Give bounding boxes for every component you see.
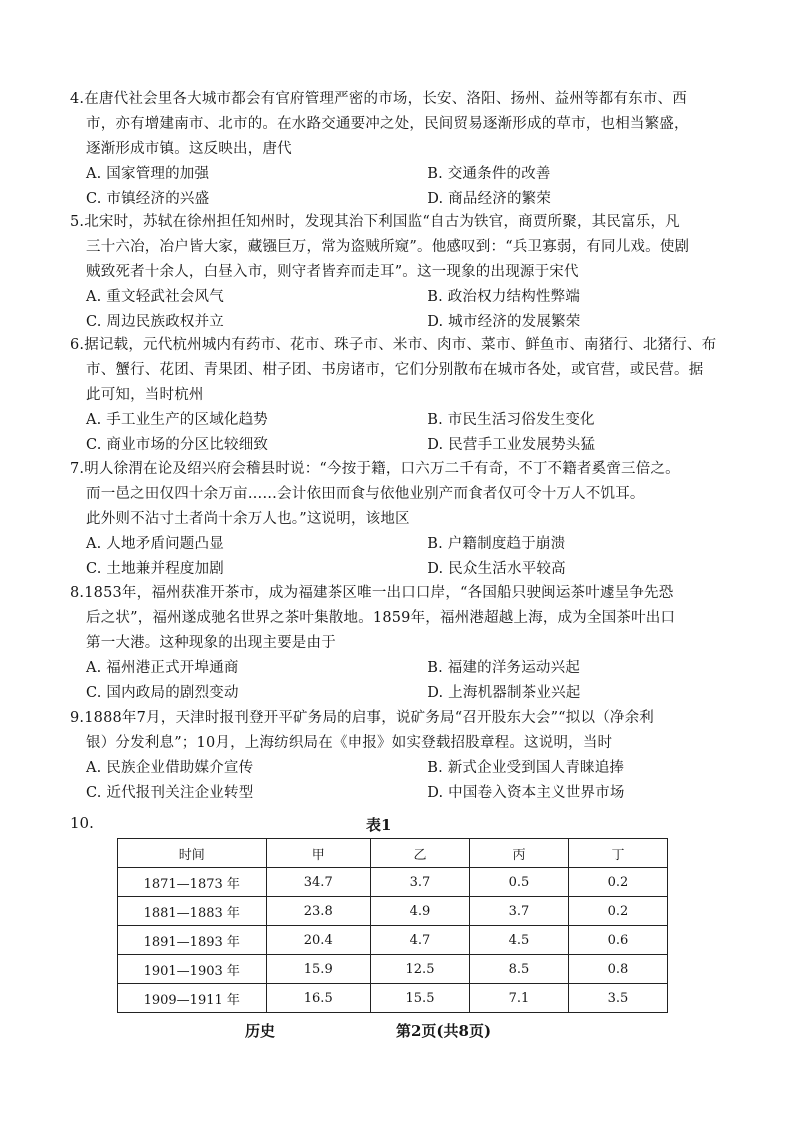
option-row — [70, 557, 710, 582]
question-5 — [70, 210, 710, 335]
question-stem-line: 4.在唐代社会里各大城市都会有官府管理严密的市场，长安、洛阳、扬州、益州等都有东市、西 — [70, 91, 687, 107]
table-cell-period: 1901—1903 年 — [118, 955, 267, 984]
table-cell-value: 0.2 — [569, 868, 668, 897]
question-10-number: 10. — [70, 814, 94, 832]
question-stem-line: 逐渐形成市镇。这反映出，唐代 — [86, 141, 292, 157]
table-cell-value: 3.7 — [470, 897, 569, 926]
table-cell-value: 23.8 — [266, 897, 371, 926]
question-8 — [70, 581, 710, 706]
question-stem-line: 此可知，当时杭州 — [86, 387, 204, 403]
option-row — [70, 408, 710, 433]
table-row — [118, 926, 668, 955]
question-stem-line: 后之状”，福州遂成驰名世界之茶叶集散地。1859年，福州港超越上海，成为全国茶叶出口 — [86, 610, 676, 626]
option-row — [70, 187, 710, 212]
question-stem-line: 7.明人徐渭在论及绍兴府会稽县时说：“今按于籍，口六万二千有奇，不丁不籍者奚啻三倍之。 — [70, 461, 680, 477]
answer-option-a[interactable]: A. 福州港正式开埠通商 — [86, 660, 239, 676]
question-stem-line: 银）分发利息”；10月，上海纺织局在《申报》如实登载招股章程。这说明，当时 — [86, 735, 613, 751]
option-row — [70, 310, 710, 335]
question-stem-line: 贼致死者十余人，白昼入市，则守者皆弃而走耳”。这一现象的出现源于宋代 — [86, 264, 579, 280]
table-cell-value: 34.7 — [266, 868, 371, 897]
question-stem-line: 而一邑之田仅四十余万亩……会计依田而食与依他业别产而食者仅可令十万人不饥耳。 — [86, 486, 645, 502]
table-cell-value: 12.5 — [371, 955, 470, 984]
table-cell-value: 0.8 — [569, 955, 668, 984]
table-row — [118, 955, 668, 984]
table-cell-value: 4.9 — [371, 897, 470, 926]
table-cell-value: 7.1 — [470, 984, 569, 1013]
option-row — [70, 532, 710, 557]
option-row — [70, 285, 710, 310]
answer-option-d[interactable]: D. 城市经济的发展繁荣 — [427, 314, 581, 330]
table-cell-value: 15.5 — [371, 984, 470, 1013]
answer-option-c[interactable]: C. 周边民族政权并立 — [86, 314, 224, 330]
table-header-cell: 时间 — [118, 839, 267, 868]
question-stem-line: 市、蟹行、花团、青果团、柑子团、书房诸市，它们分别散布在城市各处，或官营，或民营。据 — [86, 362, 704, 378]
answer-option-a[interactable]: A. 重文轻武社会风气 — [86, 289, 224, 305]
question-stem-line: 6.据记载，元代杭州城内有药市、花市、珠子市、米市、肉市、菜市、鲜鱼市、南猪行、北猪行、布 — [70, 337, 717, 353]
question-stem-line: 市，亦有增建南市、北市的。在水路交通要冲之处，民间贸易逐渐形成的草市，也相当繁盛， — [86, 116, 689, 132]
table-cell-value: 3.7 — [371, 868, 470, 897]
table-header-cell: 甲 — [266, 839, 371, 868]
table-cell-value: 3.5 — [569, 984, 668, 1013]
table-cell-value: 4.7 — [371, 926, 470, 955]
answer-option-a[interactable]: A. 手工业生产的区域化趋势 — [86, 412, 268, 428]
data-table — [117, 838, 668, 1013]
question-stem-line: 第一大港。这种现象的出现主要是由于 — [86, 635, 336, 651]
footer-subject: 历史 — [245, 1022, 276, 1040]
table-body — [118, 868, 668, 1013]
table-cell-period: 1909—1911 年 — [118, 984, 267, 1013]
table-header-cell: 乙 — [371, 839, 470, 868]
question-9 — [70, 706, 710, 806]
option-row — [70, 656, 710, 681]
question-stem-line: 此外则不沾寸土者尚十余万人也。”这说明，该地区 — [86, 511, 410, 527]
answer-option-b[interactable]: B. 交通条件的改善 — [427, 166, 551, 182]
table-cell-value: 15.9 — [266, 955, 371, 984]
option-row — [70, 781, 710, 806]
table-header-cell: 丙 — [470, 839, 569, 868]
question-6 — [70, 333, 717, 458]
question-7 — [70, 457, 710, 582]
answer-option-b[interactable]: B. 户籍制度趋于崩溃 — [427, 536, 566, 552]
table-cell-value: 16.5 — [266, 984, 371, 1013]
table-cell-value: 4.5 — [470, 926, 569, 955]
table-cell-value: 0.2 — [569, 897, 668, 926]
answer-option-c[interactable]: C. 土地兼并程度加剧 — [86, 561, 224, 577]
table-cell-value: 0.5 — [470, 868, 569, 897]
table-row — [118, 897, 668, 926]
table-caption: 表1 — [366, 816, 392, 834]
answer-option-d[interactable]: D. 民营手工业发展势头猛 — [427, 437, 596, 453]
answer-option-a[interactable]: A. 人地矛盾问题凸显 — [86, 536, 224, 552]
answer-option-d[interactable]: D. 中国卷入资本主义世界市场 — [427, 785, 625, 801]
answer-option-c[interactable]: C. 商业市场的分区比较细致 — [86, 437, 269, 453]
answer-option-b[interactable]: B. 新式企业受到国人青睐追捧 — [427, 760, 625, 776]
answer-option-a[interactable]: A. 民族企业借助媒介宣传 — [86, 760, 254, 776]
answer-option-b[interactable]: B. 福建的洋务运动兴起 — [427, 660, 581, 676]
table-row — [118, 984, 668, 1013]
question-stem-line: 9.1888年7月，天津时报刊登开平矿务局的启事，说矿务局“召开股东大会”“拟以（净余利 — [70, 710, 654, 726]
option-row — [70, 756, 710, 781]
option-row — [70, 162, 710, 187]
table-row — [118, 868, 668, 897]
table-cell-period: 1881—1883 年 — [118, 897, 267, 926]
answer-option-b[interactable]: B. 政治权力结构性弊端 — [427, 289, 581, 305]
answer-option-d[interactable]: D. 上海机器制茶业兴起 — [427, 685, 581, 701]
answer-option-d[interactable]: D. 民众生活水平较高 — [427, 561, 566, 577]
question-stem-line: 三十六冶，冶户皆大家，藏镪巨万，常为盗贼所窥”。他感叹到：“兵卫寡弱，有同儿戏。使剧 — [86, 239, 690, 255]
table-header-cell: 丁 — [569, 839, 668, 868]
table-cell-period: 1891—1893 年 — [118, 926, 267, 955]
answer-option-b[interactable]: B. 市民生活习俗发生变化 — [427, 412, 595, 428]
table-cell-value: 20.4 — [266, 926, 371, 955]
answer-option-d[interactable]: D. 商品经济的繁荣 — [427, 191, 552, 207]
question-stem-line: 8.1853年，福州获准开茶市，成为福建茶区唯一出口口岸，“各国船只驶闽运茶叶遽呈争先恐 — [70, 585, 674, 601]
answer-option-c[interactable]: C. 近代报刊关注企业转型 — [86, 785, 254, 801]
option-row — [70, 433, 710, 458]
option-row — [70, 681, 710, 706]
table-cell-value: 8.5 — [470, 955, 569, 984]
table-cell-period: 1871—1873 年 — [118, 868, 267, 897]
answer-option-c[interactable]: C. 市镇经济的兴盛 — [86, 191, 210, 207]
answer-option-c[interactable]: C. 国内政局的剧烈变动 — [86, 685, 239, 701]
question-stem-line: 5.北宋时，苏轼在徐州担任知州时，发现其治下利国监“自古为铁官，商贾所聚，其民富乐，凡 — [70, 214, 680, 230]
question-4 — [70, 87, 710, 212]
table-header-row — [118, 839, 668, 868]
table-cell-value: 0.6 — [569, 926, 668, 955]
answer-option-a[interactable]: A. 国家管理的加强 — [86, 166, 210, 182]
footer-page-number: 第2页(共8页) — [396, 1022, 492, 1040]
